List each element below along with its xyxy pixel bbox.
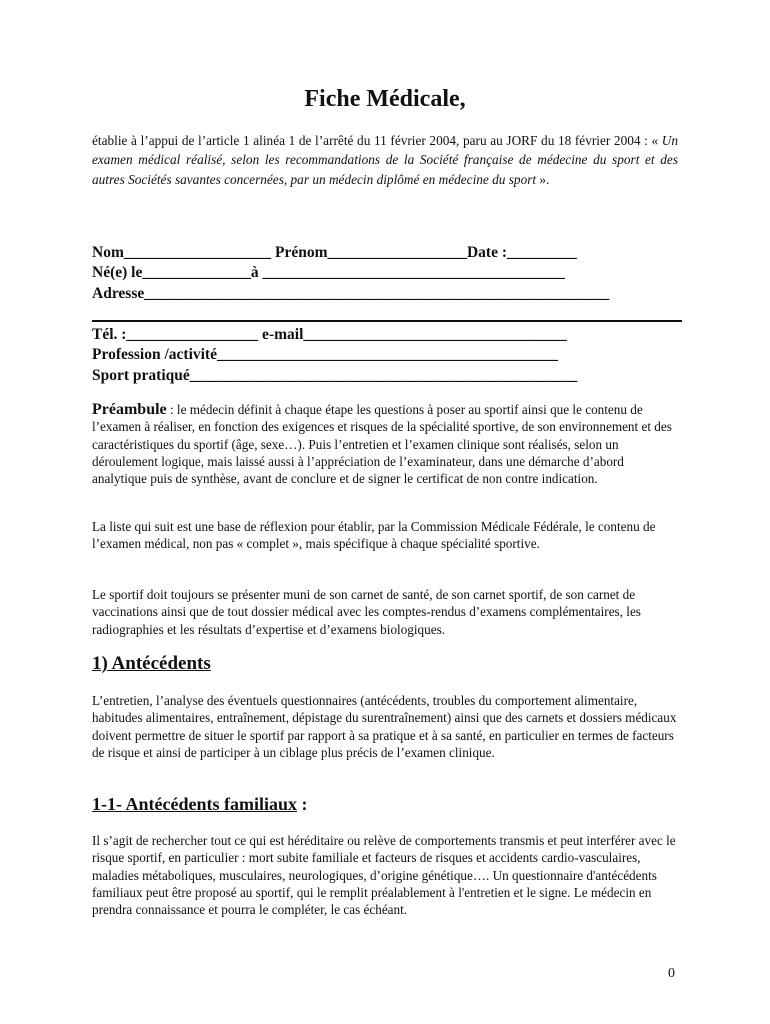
preamble-paragraph — [92, 401, 678, 487]
section-1-paragraph: L’entretien, l’analyse des éventuels questionnaires (antécédents, troubles du comportement alimentaire, habitudes alimentaires, entraînement, dépistage du surentraînement) ainsi que des carnets et dossiers médicaux doivent permettre de situer le sportif par rapport à sa pratique et à sa santé, en particulier en termes de facteurs de risque et ainsi de participer à un ciblage plus précis de l’examen clinique. — [92, 693, 677, 760]
form-line-adresse[interactable]: Adresse____________________________________________________________ — [92, 285, 610, 302]
page-number: 0 — [668, 966, 675, 981]
intro-quote: Un examen médical réalisé, selon les recommandations de la Société française de médecine du sport et des autres Sociétés savantes concernées, par un médecin diplômé en médecine du sport — [92, 133, 678, 187]
documents-paragraph: Le sportif doit toujours se présenter muni de son carnet de santé, de son carnet sportif, de son carnet de vaccinations ainsi que de tout dossier médical avec les comptes-rendus d’examens complémentaires, les radiographies et les résultats d’expertise et d’examens biologiques. — [92, 587, 641, 637]
section-1-1-heading — [92, 794, 307, 815]
section-1-heading: 1) Antécédents — [92, 653, 211, 674]
form-line-telephone[interactable]: Tél. :_________________ e-mail__________________________________ — [92, 326, 567, 343]
document-title: Fiche Médicale, — [304, 86, 466, 112]
form-divider — [92, 320, 682, 322]
preamble-label: Préambule — [92, 401, 167, 418]
section-1-1-paragraph: Il s’agit de rechercher tout ce qui est héréditaire ou relève de comportements transmis et peut interférer avec le risque sportif, en particulier : mort subite familiale et facteurs de risques et accidents cardio-vasculaires, maladies métaboliques, musculaires, neurologiques, d’origine génétique…. Un questionnaire d'antécédents familiaux peut être proposé au sportif, qui le remplit préalablement à l'entretien et le signe. Le médecin en prendra connaissance et pourra le compléter, le cas échéant. — [92, 833, 676, 918]
section-1-1-title: 1-1- Antécédents familiaux — [92, 794, 297, 814]
list-intro-paragraph: La liste qui suit est une base de réflexion pour établir, par la Commission Médicale Fédérale, le contenu de l’examen médical, non pas « complet », mais spécifique à chaque spécialité sportive. — [92, 519, 656, 552]
preamble-text: : le médecin définit à chaque étape les questions à poser au sportif ainsi que le contenu de l’examen à réaliser, en fonction des exigences et risques de la spécialité sportive, de son environnement et des caractéristiques du sportif (âge, sexe…). Puis l’entretien et l’examen clinique sont réalisés, selon un déroulement logique, mais laissé aussi à l’appréciation de l’examinateur, dans une démarche d’abord analytique puis de synthèse, avant de conclure et de signer le certificat de non contre indication. — [92, 402, 672, 487]
intro-end: ». — [536, 171, 550, 187]
intro-text: établie à l’appui de l’article 1 alinéa 1 de l’arrêté du 11 février 2004, paru au JORF du 18 février 2004 : « — [92, 133, 662, 148]
form-line-nom[interactable]: Nom___________________ Prénom__________________Date :_________ — [92, 244, 577, 261]
form-line-sport[interactable]: Sport pratiqué__________________________________________________ — [92, 367, 578, 384]
intro-paragraph — [92, 131, 678, 189]
section-1-1-colon: : — [296, 794, 308, 814]
form-line-profession[interactable]: Profession /activité____________________________________________ — [92, 346, 558, 363]
form-line-naissance[interactable]: Né(e) le______________à _______________________________________ — [92, 264, 565, 281]
